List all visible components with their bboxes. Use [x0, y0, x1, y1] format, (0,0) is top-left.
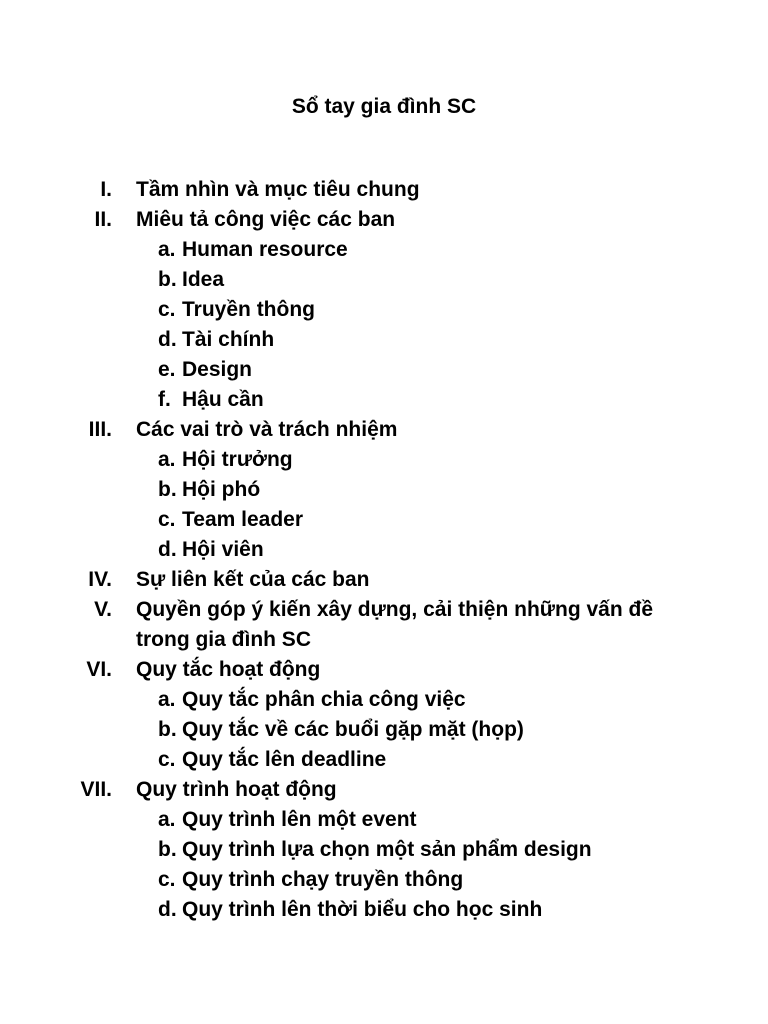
subitem-letter: a.: [158, 238, 176, 261]
toc-section: [0, 205, 768, 235]
subitem-text: Tài chính: [182, 328, 275, 351]
subitem-letter: c.: [158, 748, 176, 771]
toc-subitem: [0, 805, 768, 835]
section-title: Quyền góp ý kiến xây dựng, cải thiện những vấn đề trong gia đình SC: [136, 598, 654, 651]
section-title: Các vai trò và trách nhiệm: [136, 418, 398, 441]
subitem-text: Hội viên: [182, 538, 264, 561]
subitem-text: Design: [182, 358, 253, 381]
subitem-letter: e.: [158, 358, 176, 381]
toc-subitem: [0, 475, 768, 505]
toc-section: [0, 415, 768, 445]
toc-subitem: [0, 235, 768, 265]
subitem-text: Quy tắc phân chia công việc: [182, 688, 466, 711]
section-title: Sự liên kết của các ban: [136, 568, 370, 591]
section-number: VII.: [80, 778, 112, 801]
toc-section: [0, 565, 768, 595]
subitem-letter: d.: [158, 538, 177, 561]
subitem-text: Quy trình lên một event: [182, 808, 417, 831]
subitem-text: Hội phó: [182, 478, 261, 501]
toc-section: [0, 775, 768, 805]
subitem-letter: b.: [158, 478, 177, 501]
subitem-text: Hội trưởng: [182, 448, 293, 471]
subitem-text: Human resource: [182, 238, 348, 261]
section-number: VI.: [86, 658, 112, 681]
toc-subitem: [0, 535, 768, 565]
subitem-letter: b.: [158, 718, 177, 741]
subitem-letter: a.: [158, 448, 176, 471]
section-title: Quy tắc hoạt động: [136, 658, 321, 681]
section-number: V.: [94, 598, 112, 621]
subitem-text: Quy tắc về các buổi gặp mặt (họp): [182, 718, 524, 741]
table-of-contents: [0, 175, 768, 925]
toc-section: [0, 595, 768, 655]
toc-subitem: [0, 385, 768, 415]
toc-subitem: [0, 265, 768, 295]
subitem-letter: a.: [158, 688, 176, 711]
section-number: I.: [100, 178, 112, 201]
toc-subitem: [0, 295, 768, 325]
subitem-text: Quy trình lên thời biểu cho học sinh: [182, 898, 543, 921]
toc-subitem: [0, 505, 768, 535]
toc-subitem: [0, 325, 768, 355]
toc-section: [0, 655, 768, 685]
subitem-letter: c.: [158, 298, 176, 321]
section-title: Quy trình hoạt động: [136, 778, 337, 801]
subitem-letter: b.: [158, 838, 177, 861]
section-title: Miêu tả công việc các ban: [136, 208, 396, 231]
page-title: Sổ tay gia đình SC: [291, 95, 477, 118]
subitem-letter: d.: [158, 898, 177, 921]
subitem-letter: c.: [158, 868, 176, 891]
subitem-text: Quy tắc lên deadline: [182, 748, 387, 771]
subitem-text: Team leader: [182, 508, 304, 531]
subitem-letter: d.: [158, 328, 177, 351]
subitem-text: Quy trình lựa chọn một sản phẩm design: [182, 838, 592, 861]
section-title: Tầm nhìn và mục tiêu chung: [136, 178, 420, 201]
toc-subitem: [0, 865, 768, 895]
subitem-text: Idea: [182, 268, 225, 291]
subitem-text: Quy trình chạy truyền thông: [182, 868, 464, 891]
section-number: II.: [94, 208, 112, 231]
subitem-letter: f.: [158, 388, 171, 411]
toc-subitem: [0, 355, 768, 385]
subitem-text: Truyền thông: [182, 298, 315, 321]
toc-section: [0, 175, 768, 205]
subitem-text: Hậu cần: [182, 388, 264, 411]
subitem-letter: a.: [158, 808, 176, 831]
toc-subitem: [0, 715, 768, 745]
toc-subitem: [0, 445, 768, 475]
toc-subitem: [0, 685, 768, 715]
toc-subitem: [0, 895, 768, 925]
toc-subitem: [0, 745, 768, 775]
subitem-letter: c.: [158, 508, 176, 531]
subitem-letter: b.: [158, 268, 177, 291]
toc-subitem: [0, 835, 768, 865]
section-number: III.: [88, 418, 112, 441]
section-number: IV.: [88, 568, 112, 591]
